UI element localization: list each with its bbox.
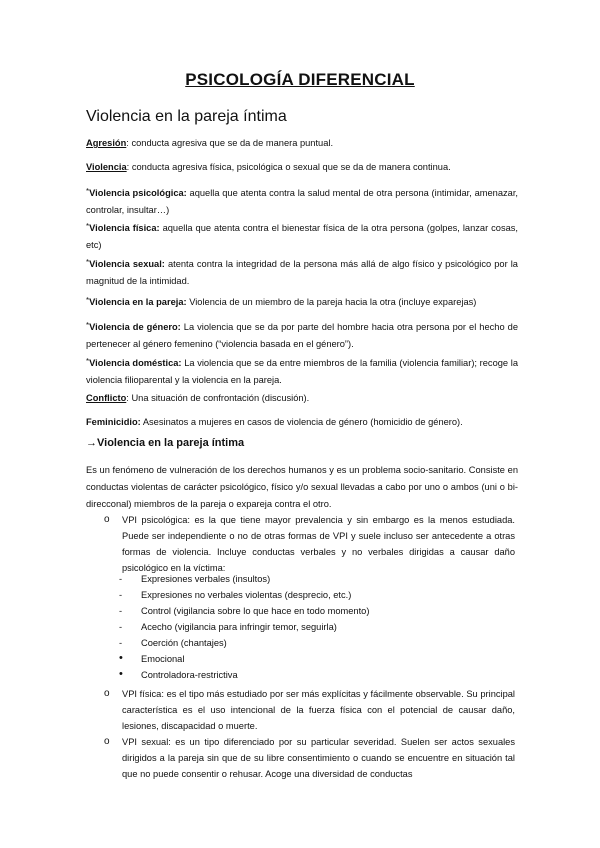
def-conflicto	[86, 390, 518, 407]
def-violencia	[86, 159, 518, 176]
def-term: Violencia de género:	[89, 322, 181, 332]
asterisk: *	[86, 187, 90, 196]
def-text: atenta contra la integridad de la persona más allá de algo físico y psicológico por la magnitud de la intimidad.	[86, 259, 518, 286]
def-text: Una situación de confrontación (discusión).	[128, 393, 310, 403]
sub-item: Emocional	[141, 654, 185, 664]
def-violencia-sexual	[86, 254, 518, 290]
bullet-mark: o	[104, 736, 110, 747]
asterisk: *	[86, 296, 90, 305]
def-text: La violencia que se da entre miembros de la familia (violencia familiar); recoge la violencia filioparental y la violencia en la pareja.	[86, 358, 518, 385]
def-term: Violencia	[86, 162, 127, 172]
vpi-sexual: VPI sexual: es un tipo diferenciado por su particular severidad. Suelen ser actos sexuales dirigidos a la pareja sin que de su libre consentimiento o cuando se encuentre en situación tal que no puede consentir o rehusar. Acoge una diversidad de conductas	[122, 737, 515, 779]
sub-item: Expresiones verbales (insultos)	[141, 574, 271, 584]
sub-mark: -	[119, 606, 123, 616]
def-sep: :	[126, 162, 130, 172]
asterisk: *	[86, 321, 90, 330]
sub-item: Control (vigilancia sobre lo que hace en todo momento)	[141, 606, 370, 616]
def-text: Violencia de un miembro de la pareja hacia la otra (incluye exparejas)	[186, 297, 477, 307]
def-term: Violencia en la pareja:	[89, 297, 187, 307]
def-text: conducta agresiva física, psicológica o sexual que se da de manera continua.	[129, 162, 451, 172]
sub-item: Acecho (vigilancia para infringir temor, seguirla)	[141, 622, 337, 632]
def-term: Conflicto	[86, 393, 127, 403]
def-sep: :	[126, 138, 129, 148]
sub-bullet-dot: •	[119, 668, 123, 680]
def-term: Violencia doméstica:	[89, 358, 182, 368]
def-term: Feminicidio:	[86, 417, 141, 427]
def-text: Asesinatos a mujeres en casos de violencia de género (homicidio de género).	[140, 417, 463, 427]
def-text: aquella que atenta contra el bienestar física de la otra persona (golpes, lanzar cosas, etc)	[86, 223, 519, 250]
document-title: PSICOLOGÍA DIFERENCIAL	[185, 70, 415, 89]
asterisk: *	[86, 222, 90, 231]
def-text: conducta agresiva que se da de manera puntual.	[128, 138, 334, 148]
def-agresion	[86, 135, 518, 152]
asterisk: *	[86, 357, 90, 366]
def-text: aquella que atenta contra la salud mental de otra persona (intimidar, amenazar, controlar, insultar…)	[86, 188, 518, 215]
sub-mark: -	[119, 638, 123, 648]
bullet-mark: o	[104, 514, 110, 525]
def-violencia-psicologica	[86, 183, 518, 219]
def-violencia-fisica	[86, 218, 518, 254]
sub-item: Coerción (chantajes)	[141, 638, 227, 648]
def-sep: :	[126, 393, 129, 403]
sub-item: Expresiones no verbales violentas (desprecio, etc.)	[141, 590, 352, 600]
def-term: Violencia psicológica:	[89, 188, 187, 198]
sub-bullet-dot: •	[119, 652, 123, 664]
sub-item: Controladora-restrictiva	[141, 670, 238, 680]
def-term: Violencia física:	[89, 223, 160, 233]
vpi-fisica: VPI física: es el tipo más estudiado por ser más explícitas y fácilmente observable. Su principal característica es el uso intencional de la fuerza física con el potencial de causar daño, lesiones, discapacidad o muerte.	[122, 689, 515, 731]
def-violencia-genero	[86, 317, 518, 353]
def-term: Agresión	[86, 138, 127, 148]
def-violencia-pareja	[86, 292, 518, 311]
def-text: La violencia que se da por parte del hombre hacia otra persona por el hecho de pertenecer al género femenino (“violencia basada en el género”).	[86, 322, 518, 349]
main-heading: Violencia en la pareja íntima	[86, 108, 287, 125]
bullet-mark: o	[104, 688, 110, 699]
section-heading: →Violencia en la pareja íntima	[86, 437, 245, 449]
sub-mark: -	[119, 622, 123, 632]
vpi-psicologica: VPI psicológica: es la que tiene mayor prevalencia y sin embargo es la menos estudiada. Puede ser independiente o no de otras formas de VPI y suele incluso ser antecedente a otras formas de violencia. Incluye conductas verbales y no verbales dirigidas a causar daño psicológico en la víctima:	[122, 515, 515, 573]
def-feminicidio	[86, 414, 518, 431]
def-term: Violencia sexual:	[89, 259, 165, 269]
sub-mark: -	[119, 574, 123, 584]
def-violencia-domestica	[86, 353, 518, 389]
section-intro: Es un fenómeno de vulneración de los derechos humanos y es un problema socio-sanitario. Consiste en conductas violentas de carácter psicológico, físico y/o sexual llevadas a cabo por uno o ambos (uni o bi-direcconal) miembros de la pareja o expareja contra el otro.	[86, 465, 518, 509]
asterisk: *	[86, 258, 90, 267]
sub-mark: -	[119, 590, 123, 600]
